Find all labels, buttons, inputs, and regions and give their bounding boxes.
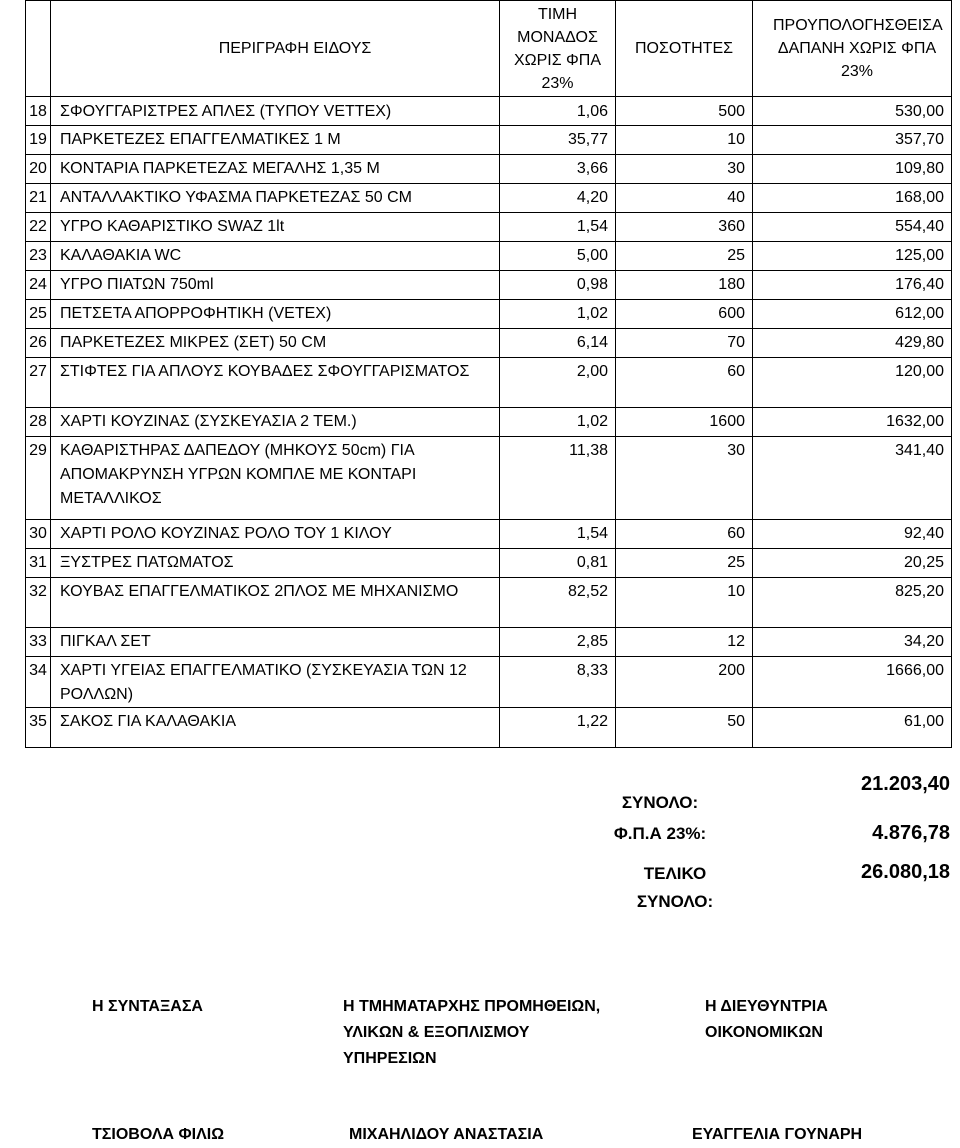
item-total: 125,00 xyxy=(753,242,952,271)
item-quantity: 500 xyxy=(616,97,753,126)
item-unit-price: 3,66 xyxy=(500,155,616,184)
signature-title-head: Η ΤΜΗΜΑΤΑΡΧΗΣ ΠΡΟΜΗΘΕΙΩΝ, ΥΛΙΚΩΝ & ΕΞΟΠΛΙΣΜΟΥ ΥΠΗΡΕΣΙΩΝ xyxy=(343,998,601,1067)
item-description: ΧΑΡΤΙ ΚΟΥΖΙΝΑΣ (ΣΥΣΚΕΥΑΣΙΑ 2 ΤΕΜ.) xyxy=(51,408,500,437)
item-total: 120,00 xyxy=(753,358,952,408)
table-row xyxy=(26,329,952,358)
item-number: 25 xyxy=(26,300,51,329)
table-row xyxy=(26,97,952,126)
item-number: 26 xyxy=(26,329,51,358)
item-unit-price: 0,81 xyxy=(500,549,616,578)
item-quantity: 1600 xyxy=(616,408,753,437)
item-total: 825,20 xyxy=(753,578,952,628)
item-description: ΣΦΟΥΓΓΑΡΙΣΤΡΕΣ ΑΠΛΕΣ (ΤΥΠΟΥ VETTEX) xyxy=(51,97,500,126)
item-number: 22 xyxy=(26,213,51,242)
item-description: ΠΕΤΣΕΤΑ ΑΠΟΡΡΟΦΗΤΙΚΗ (VETEX) xyxy=(51,300,500,329)
item-unit-price: 6,14 xyxy=(500,329,616,358)
item-description: ΣΑΚΟΣ ΓΙΑ ΚΑΛΑΘΑΚΙΑ xyxy=(51,708,500,748)
item-unit-price: 1,54 xyxy=(500,213,616,242)
item-description: ΠΑΡΚΕΤΕΖΕΣ ΜΙΚΡΕΣ (ΣΕΤ) 50 CM xyxy=(51,329,500,358)
item-description: ΧΑΡΤΙ ΡΟΛΟ ΚΟΥΖΙΝΑΣ ΡΟΛΟ ΤΟΥ 1 ΚΙΛΟΥ xyxy=(51,520,500,549)
item-description: ΚΑΛΑΘΑΚΙΑ WC xyxy=(51,242,500,271)
header-unit-price: ΤΙΜΗ ΜΟΝΑΔΟΣ ΧΩΡΙΣ ΦΠΑ 23% xyxy=(500,1,616,97)
item-total: 1632,00 xyxy=(753,408,952,437)
signature-name-head: ΜΙΧΑΗΛΙΔΟΥ ΑΝΑΣΤΑΣΙΑ xyxy=(349,1126,544,1143)
vat-label: Φ.Π.Α 23%: xyxy=(613,824,707,843)
item-description: ΚΑΘΑΡΙΣΤΗΡΑΣ ΔΑΠΕΔΟΥ (ΜΗΚΟΥΣ 50cm) ΓΙΑ ΑΠΟΜΑΚΡΥΝΣΗ ΥΓΡΩΝ ΚΟΜΠΛΕ ΜΕ ΚΟΝΤΑΡΙ ΜΕΤΑΛΛΙΚΟΣ xyxy=(51,437,500,520)
subtotal-value: 21.203,40 xyxy=(861,773,950,795)
item-description: ΣΤΙΦΤΕΣ ΓΙΑ ΑΠΛΟΥΣ ΚΟΥΒΑΔΕΣ ΣΦΟΥΓΓΑΡΙΣΜΑΤΟΣ xyxy=(51,358,500,408)
item-total: 612,00 xyxy=(753,300,952,329)
item-description: ΠΙΓΚΑΛ ΣΕΤ xyxy=(51,628,500,657)
table-row xyxy=(26,213,952,242)
item-description: ΥΓΡΟ ΚΑΘΑΡΙΣΤΙΚΟ SWAZ 1lt xyxy=(51,213,500,242)
grand-total-label: ΤΕΛΙΚΟ ΣΥΝΟΛΟ: xyxy=(636,864,714,911)
item-number: 32 xyxy=(26,578,51,628)
item-unit-price: 1,06 xyxy=(500,97,616,126)
item-unit-price: 1,02 xyxy=(500,408,616,437)
table-row xyxy=(26,358,952,408)
item-quantity: 12 xyxy=(616,628,753,657)
item-number: 31 xyxy=(26,549,51,578)
item-number: 30 xyxy=(26,520,51,549)
item-quantity: 40 xyxy=(616,184,753,213)
item-total: 357,70 xyxy=(753,126,952,155)
table-row xyxy=(26,155,952,184)
item-unit-price: 82,52 xyxy=(500,578,616,628)
item-quantity: 50 xyxy=(616,708,753,748)
item-quantity: 70 xyxy=(616,329,753,358)
header-row xyxy=(26,1,952,97)
item-unit-price: 1,02 xyxy=(500,300,616,329)
item-total: 61,00 xyxy=(753,708,952,748)
item-description: ΚΟΝΤΑΡΙΑ ΠΑΡΚΕΤΕΖΑΣ ΜΕΓΑΛΗΣ 1,35 Μ xyxy=(51,155,500,184)
item-number: 20 xyxy=(26,155,51,184)
item-number: 24 xyxy=(26,271,51,300)
item-unit-price: 2,85 xyxy=(500,628,616,657)
table-row xyxy=(26,657,952,708)
item-unit-price: 11,38 xyxy=(500,437,616,520)
signature-name-director: ΕΥΑΓΓΕΛΙΑ ΓΟΥΝΑΡΗ xyxy=(692,1126,863,1143)
item-quantity: 10 xyxy=(616,126,753,155)
item-quantity: 200 xyxy=(616,657,753,708)
item-quantity: 60 xyxy=(616,520,753,549)
signature-title-compiler: Η ΣΥΝΤΑΞΑΣΑ xyxy=(92,998,203,1015)
item-quantity: 25 xyxy=(616,242,753,271)
table-row xyxy=(26,184,952,213)
item-quantity: 30 xyxy=(616,437,753,520)
item-unit-price: 2,00 xyxy=(500,358,616,408)
item-total: 1666,00 xyxy=(753,657,952,708)
items-table xyxy=(25,0,952,748)
item-description: ΞΥΣΤΡΕΣ ΠΑΤΩΜΑΤΟΣ xyxy=(51,549,500,578)
item-number: 29 xyxy=(26,437,51,520)
items-body xyxy=(26,97,952,748)
table-row xyxy=(26,271,952,300)
item-quantity: 60 xyxy=(616,358,753,408)
item-total: 530,00 xyxy=(753,97,952,126)
item-total: 34,20 xyxy=(753,628,952,657)
item-quantity: 360 xyxy=(616,213,753,242)
header-number xyxy=(26,1,51,97)
header-description: ΠΕΡΙΓΡΑΦΗ ΕΙΔΟΥΣ xyxy=(51,1,500,97)
table-row xyxy=(26,708,952,748)
item-number: 34 xyxy=(26,657,51,708)
item-number: 21 xyxy=(26,184,51,213)
item-total: 341,40 xyxy=(753,437,952,520)
table-row xyxy=(26,549,952,578)
item-number: 19 xyxy=(26,126,51,155)
item-description: ΚΟΥΒΑΣ ΕΠΑΓΓΕΛΜΑΤΙΚΟΣ 2ΠΛΟΣ ΜΕ ΜΗΧΑΝΙΣΜΟ xyxy=(51,578,500,628)
vat-value: 4.876,78 xyxy=(872,822,950,844)
totals-block xyxy=(0,765,960,925)
table-row xyxy=(26,126,952,155)
item-unit-price: 8,33 xyxy=(500,657,616,708)
table-row xyxy=(26,300,952,329)
item-unit-price: 35,77 xyxy=(500,126,616,155)
item-unit-price: 1,22 xyxy=(500,708,616,748)
table-row xyxy=(26,578,952,628)
item-total: 92,40 xyxy=(753,520,952,549)
signature-title-director: Η ΔΙΕΥΘΥΝΤΡΙΑ ΟΙΚΟΝΟΜΙΚΩΝ xyxy=(705,998,828,1041)
item-unit-price: 4,20 xyxy=(500,184,616,213)
item-description: ΠΑΡΚΕΤΕΖΕΣ ΕΠΑΓΓΕΛΜΑΤΙΚΕΣ 1 Μ xyxy=(51,126,500,155)
item-quantity: 180 xyxy=(616,271,753,300)
item-number: 23 xyxy=(26,242,51,271)
item-description: ΧΑΡΤΙ ΥΓΕΙΑΣ ΕΠΑΓΓΕΛΜΑΤΙΚΟ (ΣΥΣΚΕΥΑΣΙΑ ΤΩΝ 12 ΡΟΛΛΩΝ) xyxy=(51,657,500,708)
item-number: 35 xyxy=(26,708,51,748)
item-description: ΑΝΤΑΛΛΑΚΤΙΚΟ ΥΦΑΣΜΑ ΠΑΡΚΕΤΕΖΑΣ 50 CM xyxy=(51,184,500,213)
item-unit-price: 5,00 xyxy=(500,242,616,271)
table-row xyxy=(26,628,952,657)
item-quantity: 10 xyxy=(616,578,753,628)
item-total: 20,25 xyxy=(753,549,952,578)
table-row xyxy=(26,408,952,437)
signature-name-compiler: ΤΣΙΟΒΟΛΑ ΦΙΛΙΩ xyxy=(92,1126,225,1143)
item-number: 27 xyxy=(26,358,51,408)
header-quantity: ΠΟΣΟΤΗΤΕΣ xyxy=(616,1,753,97)
table-row xyxy=(26,520,952,549)
header-total: ΠΡΟΥΠΟΛΟΓΗΣΘΕΙΣΑ ΔΑΠΑΝΗ ΧΩΡΙΣ ΦΠΑ 23% xyxy=(753,1,952,97)
item-total: 554,40 xyxy=(753,213,952,242)
grand-total-value: 26.080,18 xyxy=(861,861,950,883)
item-number: 28 xyxy=(26,408,51,437)
item-unit-price: 1,54 xyxy=(500,520,616,549)
item-quantity: 30 xyxy=(616,155,753,184)
table-row xyxy=(26,242,952,271)
table-row xyxy=(26,437,952,520)
item-number: 18 xyxy=(26,97,51,126)
item-number: 33 xyxy=(26,628,51,657)
item-quantity: 25 xyxy=(616,549,753,578)
subtotal-label: ΣΥΝΟΛΟ: xyxy=(621,793,699,812)
item-total: 176,40 xyxy=(753,271,952,300)
item-total: 168,00 xyxy=(753,184,952,213)
item-description: ΥΓΡΟ ΠΙΑΤΩΝ 750ml xyxy=(51,271,500,300)
item-total: 429,80 xyxy=(753,329,952,358)
item-quantity: 600 xyxy=(616,300,753,329)
item-total: 109,80 xyxy=(753,155,952,184)
item-unit-price: 0,98 xyxy=(500,271,616,300)
